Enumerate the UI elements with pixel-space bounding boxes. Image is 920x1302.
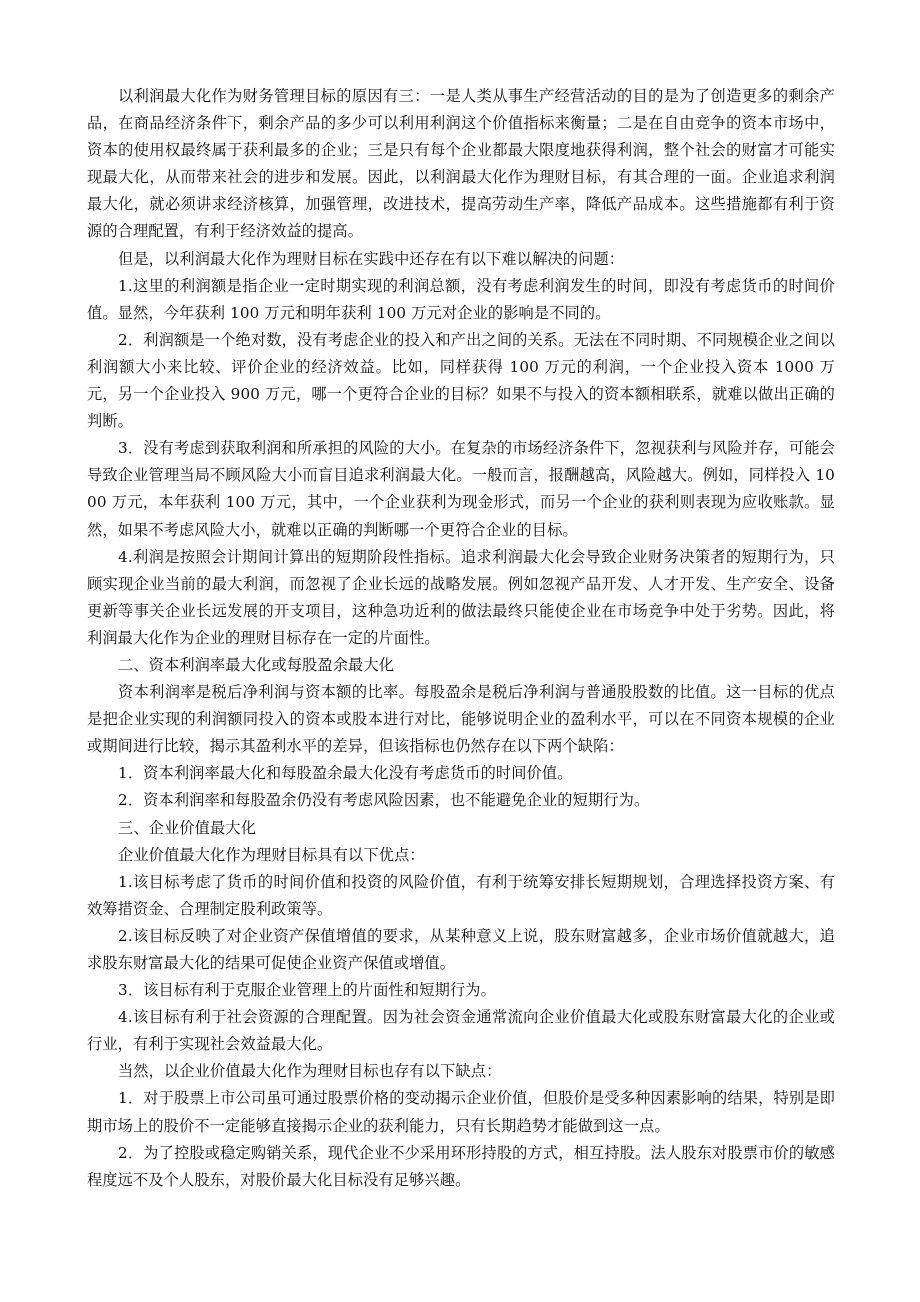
paragraph-problems-intro: 但是，以利润最大化作为理财目标在实践中还存在有以下难以解决的问题： [118,249,625,268]
paragraph-capital-defect-1: 1．资本利润率最大化和每股盈余最大化没有考虑货币的时间价值。 [118,764,573,783]
paragraph-problem-2: 2．利润额是一个绝对数，没有考虑企业的投入和产出之间的关系。无法在不同时期、不同规模企业之间以利润额大小来比较、评价企业的经济效益。比如，同样获得 100 万元的利润，一个企业投入资本 1000 万元，另一个企业投入 900 万元，哪一个更符合企业的目标？如果不与投入的资本额相联系，就难以做出正确的判断。 [87,330,835,431]
paragraph-problem-4: 4.利润是按照会计期间计算出的短期阶段性指标。追求利润最大化会导致企业财务决策者的短期行为，只顾实现企业当前的最大利润，而忽视了企业长远的战略发展。例如忽视产品开发、人才开发、生产安全、设备更新等事关企业长远发展的开支项目，这种急功近利的做法最终只能使企业在市场竞争中处于劣势。因此，将利润最大化作为企业的理财目标存在一定的片面性。 [87,547,835,647]
paragraph-value-shortcomings-intro: 当然，以企业价值最大化作为理财目标也存有以下缺点： [118,1062,502,1081]
paragraph-profit-max-reasons: 以利润最大化作为财务管理目标的原因有三：一是人类从事生产经营活动的目的是为了创造更多的剩余产品，在商品经济条件下，剩余产品的多少可以利用利润这个价值指标来衡量；二是在自由竞争的资本市场中，资本的使用权最终属于获利最多的企业；三是只有每个企业都最大限度地获得利润，整个社会的财富才可能实现最大化，从而带来社会的进步和发展。因此，以利润最大化作为理财目标，有其合理的一面。企业追求利润最大化，就必须讲求经济核算，加强管理，改进技术，提高劳动生产率，降低产品成本。这些措施都有利于资源的合理配置，有利于经济效益的提高。 [87,87,835,241]
paragraph-value-advantage-2: 2.该目标反映了对企业资产保值增值的要求，从某种意义上说，股东财富越多，企业市场价值就越大，追求股东财富最大化的结果可促使企业资产保值或增值。 [87,926,835,972]
paragraph-problem-3: 3．没有考虑到获取利润和所承担的风险的大小。在复杂的市场经济条件下，忽视获利与风险并存，可能会导致企业管理当局不顾风险大小而盲目追求利润最大化。一般而言，报酬越高，风险越大。例如，同样投入 1000 万元，本年获利 100 万元，其中，一个企业获利为现金形式，而另一个企业的获利则表现为应收账款。显然，如果不考虑风险大小，就难以正确的判断哪一个更符合企业的目标。 [87,439,835,539]
paragraph-value-advantage-4: 4.该目标有利于社会资源的合理配置。因为社会资金通常流向企业价值最大化或股东财富最大化的企业或行业，有利于实现社会效益最大化。 [87,1008,835,1054]
paragraph-value-shortcoming-2: 2．为了控股或稳定购销关系，现代企业不少采用环形持股的方式，相互持股。法人股东对股票市价的敏感程度远不及个人股东，对股价最大化目标没有足够兴趣。 [87,1143,835,1189]
document-page [87,83,835,1194]
paragraph-value-shortcoming-1: 1．对于股票上市公司虽可通过股票价格的变动揭示企业价值，但股价是受多种因素影响的结果，特别是即期市场上的股价不一定能够直接揭示企业的获利能力，只有长期趋势才能做到这一点。 [87,1089,835,1135]
section-heading-enterprise-value: 三、企业价值最大化 [118,818,257,837]
paragraph-value-advantage-3: 3．该目标有利于克服企业管理上的片面性和短期行为。 [118,981,496,1000]
paragraph-value-advantage-1: 1.该目标考虑了货币的时间价值和投资的风险价值，有利于统筹安排长短期规划，合理选择投资方案、有效筹措资金、合理制定股利政策等。 [87,872,835,918]
section-heading-capital-return: 二、资本利润率最大化或每股盈余最大化 [118,655,395,674]
paragraph-capital-return-def: 资本利润率是税后净利润与资本额的比率。每股盈余是税后净利润与普通股股数的比值。这一目标的优点是把企业实现的利润额同投入的资本或股本进行对比，能够说明企业的盈利水平，可以在不同资本规模的企业或期间进行比较，揭示其盈利水平的差异，但该指标也仍然存在以下两个缺陷： [87,683,835,756]
paragraph-capital-defect-2: 2．资本利润率和每股盈余仍没有考虑风险因素，也不能避免企业的短期行为。 [118,791,650,810]
paragraph-problem-1: 1.这里的利润额是指企业一定时期实现的利润总额，没有考虑利润发生的时间，即没有考虑货币的时间价值。显然，今年获利 100 万元和明年获利 100 万元对企业的影响是不同的。 [87,276,835,322]
paragraph-value-advantages-intro: 企业价值最大化作为理财目标具有以下优点： [118,845,425,864]
